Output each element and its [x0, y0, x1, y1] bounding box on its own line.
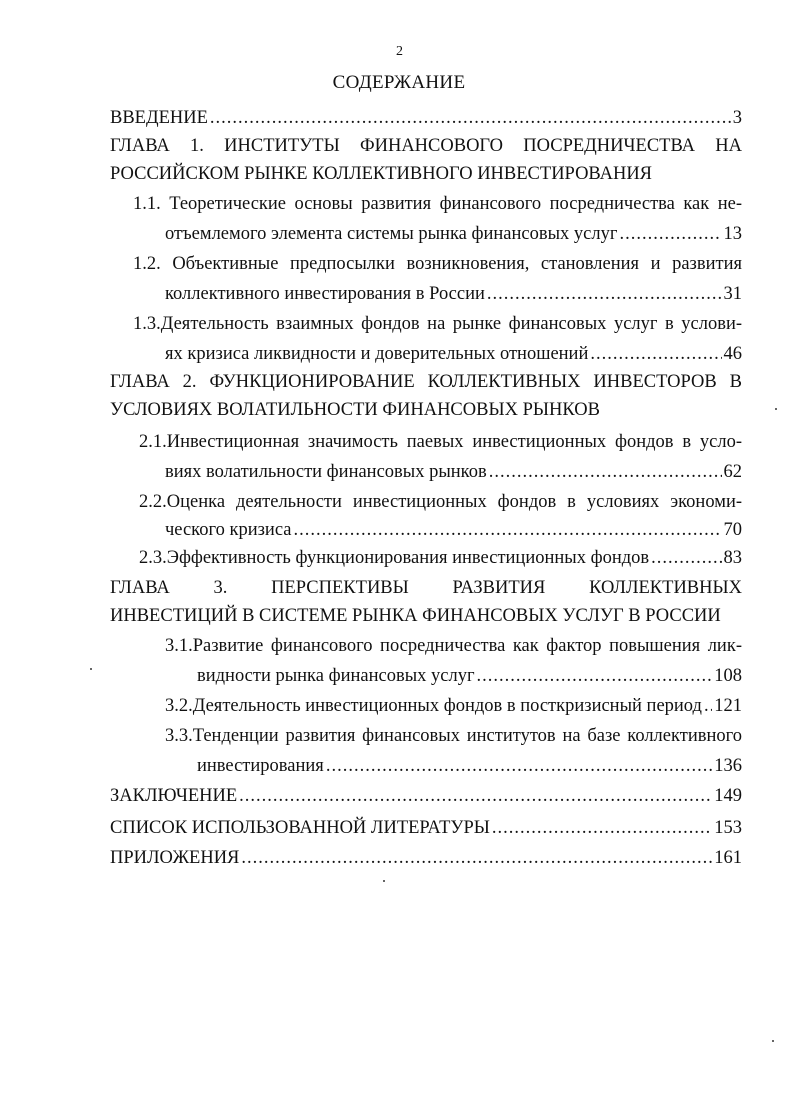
- leader-dots: [489, 460, 722, 484]
- leader-dots: [651, 546, 721, 570]
- chapter-1-heading-line-2[interactable]: РОССИЙСКОМ РЫНКЕ КОЛЛЕКТИВНОГО ИНВЕСТИРОВАНИЯ: [110, 164, 653, 184]
- toc-entry-3-3-line-2[interactable]: [197, 754, 742, 778]
- leader-dots: [590, 342, 721, 366]
- toc-entry-3-1-line-2[interactable]: [197, 664, 742, 688]
- toc-label: 3.2.Деятельность инвестиционных фондов в посткризисный период: [165, 696, 702, 716]
- leader-dots: [241, 846, 712, 870]
- toc-label: ЗАКЛЮЧЕНИЕ: [110, 786, 238, 806]
- toc-label: 2.2.Оценка деятельности инвестиционных фондов в условиях экономи-: [139, 492, 742, 512]
- toc-entry-3-1-line-1[interactable]: [165, 634, 742, 658]
- toc-entry-intro[interactable]: [110, 106, 742, 130]
- toc-page: 3: [732, 108, 742, 128]
- chapter-3-heading-line-2[interactable]: ИНВЕСТИЦИЙ В СИСТЕМЕ РЫНКА ФИНАНСОВЫХ УСЛУГ В РОССИИ: [110, 606, 721, 626]
- toc-entry-2-1-line-1[interactable]: [139, 430, 742, 454]
- toc-page: 149: [714, 786, 742, 806]
- chapter-2-heading-line-1[interactable]: ГЛАВА 2. ФУНКЦИОНИРОВАНИЕ КОЛЛЕКТИВНЫХ ИНВЕСТОРОВ В: [110, 372, 742, 392]
- toc-label: виях волатильности финансовых рынков: [165, 462, 487, 482]
- toc-entry-2-1-line-2[interactable]: [165, 460, 742, 484]
- toc-label: ческого кризиса: [165, 520, 292, 540]
- toc-entry-3-2[interactable]: [165, 694, 742, 718]
- toc-entry-1-3-line-1[interactable]: [133, 312, 742, 336]
- toc-label: СПИСОК ИСПОЛЬЗОВАННОЙ ЛИТЕРАТУРЫ: [110, 818, 490, 838]
- toc-label: инвестирования: [197, 756, 324, 776]
- toc-page: 136: [714, 756, 742, 776]
- toc-page: 46: [723, 344, 742, 364]
- toc-page: 70: [723, 520, 742, 540]
- chapter-2-heading-line-2[interactable]: УСЛОВИЯХ ВОЛАТИЛЬНОСТИ ФИНАНСОВЫХ РЫНКОВ: [110, 400, 600, 420]
- scan-speck: [772, 1040, 774, 1042]
- toc-label: 1.3.Деятельность взаимных фондов на рынке финансовых услуг в услови-: [133, 314, 742, 334]
- toc-entry-conclusion[interactable]: [110, 784, 742, 808]
- toc-label: 1.2. Объективные предпосылки возникновения, становления и развития: [133, 254, 742, 274]
- leader-dots: [239, 784, 712, 808]
- toc-entry-2-2-line-2[interactable]: [165, 518, 742, 542]
- toc-label: видности рынка финансовых услуг: [197, 666, 475, 686]
- toc-label: ях кризиса ликвидности и доверительных отношений: [165, 344, 589, 364]
- toc-page: 161: [714, 848, 742, 868]
- leader-dots: [619, 222, 721, 246]
- toc-label: 2.1.Инвестиционная значимость паевых инвестиционных фондов в усло-: [139, 432, 742, 452]
- leader-dots: [293, 518, 721, 542]
- toc-page: 121: [714, 696, 742, 716]
- leader-dots: [326, 754, 712, 778]
- toc-entry-2-2-line-1[interactable]: [139, 490, 742, 514]
- toc-entry-2-3[interactable]: [139, 546, 742, 570]
- scan-speck: [775, 408, 777, 410]
- toc-entry-3-3-line-1[interactable]: [165, 724, 742, 748]
- page-number: 2: [396, 44, 403, 59]
- chapter-3-heading-line-1[interactable]: ГЛАВА 3. ПЕРСПЕКТИВЫ РАЗВИТИЯ КОЛЛЕКТИВНЫХ: [110, 578, 742, 598]
- toc-entry-1-2-line-2[interactable]: [165, 282, 742, 306]
- scan-speck: [383, 880, 385, 882]
- leader-dots: [704, 694, 712, 718]
- toc-label: 2.3.Эффективность функционирования инвестиционных фондов: [139, 548, 650, 568]
- toc-page: 108: [714, 666, 742, 686]
- leader-dots: [487, 282, 722, 306]
- toc-page: 62: [723, 462, 742, 482]
- toc-entry-appendices[interactable]: [110, 846, 742, 870]
- toc-entry-1-1-line-1[interactable]: [133, 192, 742, 216]
- scan-speck: [90, 668, 92, 670]
- toc-label: 3.1.Развитие финансового посредничества как фактор повышения лик-: [165, 636, 742, 656]
- toc-page: 153: [714, 818, 742, 838]
- toc-page: 13: [723, 224, 742, 244]
- toc-label: 1.1. Теоретические основы развития финансового посредничества как не-: [133, 194, 742, 214]
- chapter-1-heading-line-1[interactable]: ГЛАВА 1. ИНСТИТУТЫ ФИНАНСОВОГО ПОСРЕДНИЧЕСТВА НА: [110, 136, 742, 156]
- toc-entry-1-1-line-2[interactable]: [165, 222, 742, 246]
- toc-label: ПРИЛОЖЕНИЯ: [110, 848, 240, 868]
- leader-dots: [492, 816, 712, 840]
- toc-page: 83: [723, 548, 742, 568]
- toc-label: коллективного инвестирования в России: [165, 284, 485, 304]
- toc-label: ВВЕДЕНИЕ: [110, 108, 208, 128]
- toc-entry-1-3-line-2[interactable]: [165, 342, 742, 366]
- toc-page: 31: [723, 284, 742, 304]
- toc-entry-references[interactable]: [110, 816, 742, 840]
- leader-dots: [210, 106, 731, 130]
- toc-entry-1-2-line-1[interactable]: [133, 252, 742, 276]
- toc-label: 3.3.Тенденции развития финансовых институтов на базе коллективного: [165, 726, 742, 746]
- leader-dots: [477, 664, 713, 688]
- page-title: СОДЕРЖАНИЕ: [332, 72, 466, 93]
- toc-label: отъемлемого элемента системы рынка финансовых услуг: [165, 224, 618, 244]
